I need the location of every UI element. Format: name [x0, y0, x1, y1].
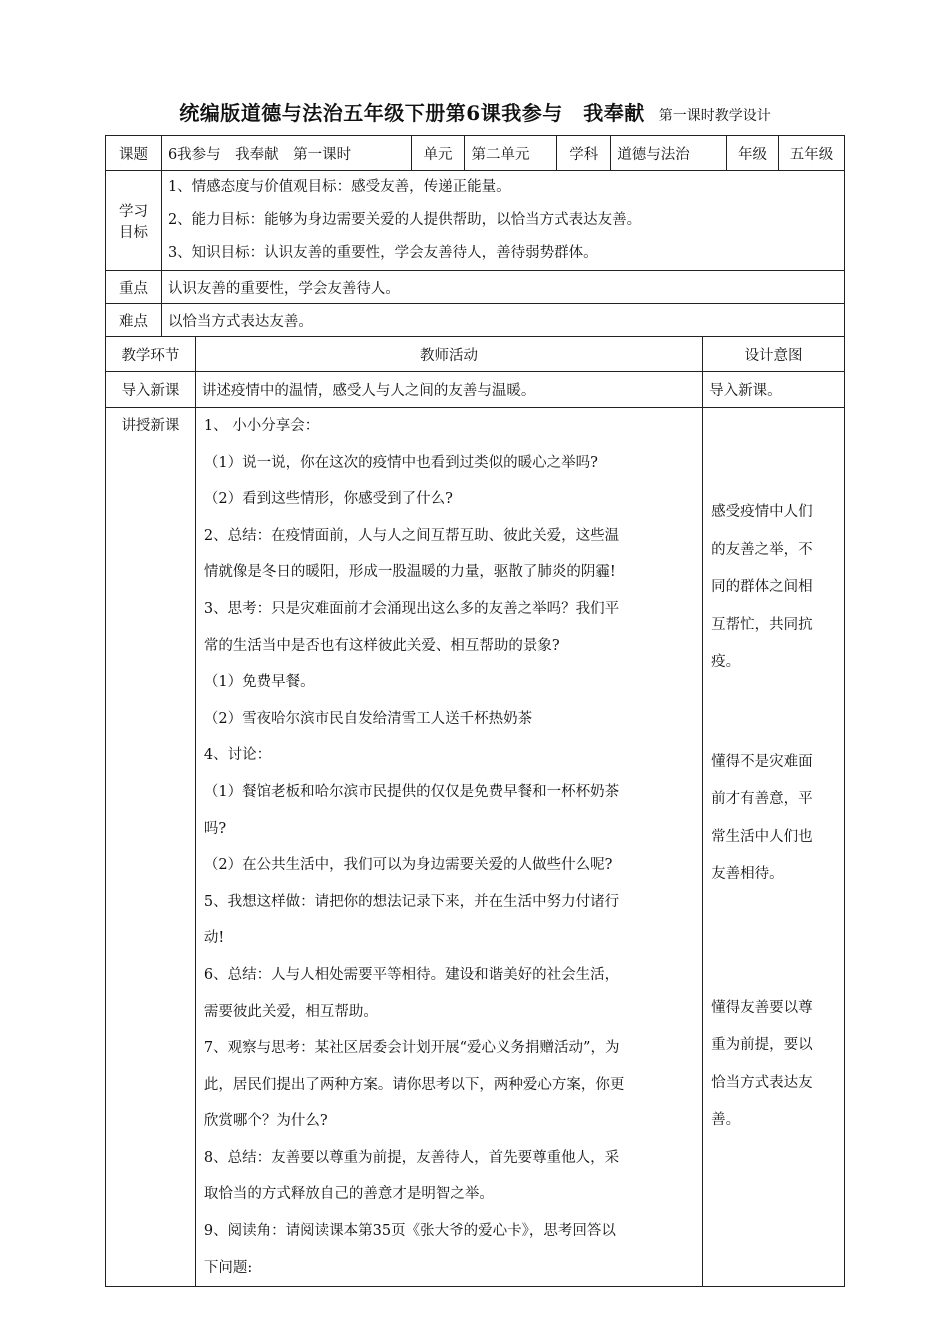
activity-line: 4、讨论： — [203, 747, 272, 764]
header-activity: 教师活动 — [195, 337, 702, 372]
activity-line: 2、总结：在疫情面前，人与人之间互帮互助、彼此关爱，这些温 — [203, 527, 620, 544]
difficulty-value: 以恰当方式表达友善。 — [161, 304, 844, 337]
key-value: 认识友善的重要性，学会友善待人。 — [161, 271, 844, 304]
activity-line: 1、 小小分享会： — [203, 418, 320, 434]
intro-intent: 导入新课。 — [703, 372, 845, 408]
lesson-intent — [703, 408, 845, 1287]
intent-line: 同的群体之间相 — [711, 579, 813, 595]
difficulty-label: 难点 — [106, 304, 162, 337]
objective-item: 2、能力目标：能够为身边需要关爱的人提供帮助，以恰当方式表达友善。 — [167, 212, 642, 228]
title-subtitle: 第一课时教学设计 — [658, 108, 771, 124]
intent-line: 感受疫情中人们 — [711, 504, 813, 520]
intent-line: 前才有善意，平 — [711, 791, 813, 807]
activity-line: 5、我想这样做：请把你的想法记录下来，并在生活中努力付诸行 — [203, 893, 620, 910]
activity-line: （2）雪夜哈尔滨市民自发给清雪工人送千杯热奶茶 — [203, 710, 533, 727]
title-main: 统编版道德与法治五年级下册第6课我参与 我奉献 — [179, 101, 645, 125]
key-point-row — [106, 271, 845, 304]
activity-line: 9、阅读角：请阅读课本第35页《张大爷的爱心卡》，思考回答以 — [203, 1223, 616, 1240]
activity-line: 需要彼此关爱，相互帮助。 — [203, 1003, 378, 1020]
subject-value: 道德与法治 — [611, 136, 727, 171]
grade-value: 五年级 — [779, 136, 845, 171]
objectives-list — [161, 171, 844, 271]
intent-line: 善。 — [711, 1112, 741, 1128]
info-row — [106, 136, 845, 171]
subject-label: 学科 — [557, 136, 611, 171]
intent-line: 懂得友善要以尊 — [711, 999, 813, 1016]
lesson-activity — [195, 408, 702, 1287]
lesson-row — [106, 408, 845, 1287]
activity-line: （2）看到这些情形，你感受到了什么? — [203, 491, 453, 508]
activity-line: 吗? — [203, 820, 227, 837]
intent-line: 友善相待。 — [711, 866, 784, 882]
activity-line: 8、总结：友善要以尊重为前提，友善待人，首先要尊重他人，采 — [203, 1149, 620, 1166]
activity-line: 3、思考：只是灾难面前才会涌现出这么多的友善之举吗？我们平 — [203, 600, 620, 617]
activity-line: 情就像是冬日的暖阳，形成一股温暖的力量，驱散了肺炎的阴霾! — [203, 564, 616, 581]
topic-label: 课题 — [106, 136, 162, 171]
objectives-row — [106, 171, 845, 271]
activity-line: 下问题: — [203, 1259, 253, 1276]
topic-value: 6我参与 我奉献 第一课时 — [161, 136, 411, 171]
difficulty-row — [106, 304, 845, 337]
intro-row — [106, 372, 845, 408]
document-title — [0, 97, 950, 126]
header-intent: 设计意图 — [703, 337, 845, 372]
intro-activity: 讲述疫情中的温情，感受人与人之间的友善与温暖。 — [195, 372, 702, 408]
intent-block-3 — [711, 990, 836, 1140]
intent-line: 常生活中人们也 — [711, 828, 813, 845]
intent-line: 的友善之举，不 — [711, 541, 813, 558]
activity-line: 欣赏哪个？为什么? — [203, 1113, 328, 1130]
teaching-process-table — [105, 336, 845, 1287]
intent-line: 互帮忙，共同抗 — [711, 616, 813, 633]
objective-item: 1、情感态度与价值观目标：感受友善，传递正能量。 — [167, 179, 511, 195]
activity-line: 动! — [203, 930, 225, 947]
objective-item: 3、知识目标：认识友善的重要性，学会友善待人，善待弱势群体。 — [167, 245, 598, 261]
activity-line: （1）免费早餐。 — [203, 674, 315, 691]
intro-stage: 导入新课 — [106, 372, 196, 408]
grade-label: 年级 — [727, 136, 779, 171]
intent-line: 恰当方式表达友 — [711, 1074, 813, 1091]
activity-line: （1）说一说，你在这次的疫情中也看到过类似的暖心之举吗? — [203, 454, 598, 471]
activity-line: 7、观察与思考：某社区居委会计划开展“爱心义务捐赠活动”，为 — [203, 1040, 620, 1057]
unit-label: 单元 — [411, 136, 465, 171]
intent-line: 懂得不是灾难面 — [711, 753, 813, 770]
intent-line: 疫。 — [711, 654, 741, 670]
lesson-info-table — [105, 135, 845, 337]
intent-line: 重为前提，要以 — [711, 1037, 813, 1053]
key-label: 重点 — [106, 271, 162, 304]
activity-line: 取恰当的方式释放自己的善意才是明智之举。 — [203, 1186, 494, 1203]
process-header-row — [106, 337, 845, 372]
objectives-label: 学习 目标 — [106, 171, 162, 271]
activity-line: 6、总结：人与人相处需要平等相待。建设和谐美好的社会生活， — [203, 966, 620, 983]
header-stage: 教学环节 — [106, 337, 196, 372]
activity-line: 常的生活当中是否也有这样彼此关爱、相互帮助的景象? — [203, 637, 560, 654]
intent-block-1 — [711, 494, 836, 682]
activity-line: 此，居民们提出了两种方案。请你思考以下，两种爱心方案，你更 — [203, 1076, 625, 1093]
lesson-stage: 讲授新课 — [106, 408, 196, 1287]
intent-block-2 — [711, 744, 836, 894]
unit-value: 第二单元 — [465, 136, 557, 171]
activity-line: （1）餐馆老板和哈尔滨市民提供的仅仅是免费早餐和一杯杯奶茶 — [203, 783, 620, 800]
activity-line: （2）在公共生活中，我们可以为身边需要关爱的人做些什么呢? — [203, 857, 613, 874]
